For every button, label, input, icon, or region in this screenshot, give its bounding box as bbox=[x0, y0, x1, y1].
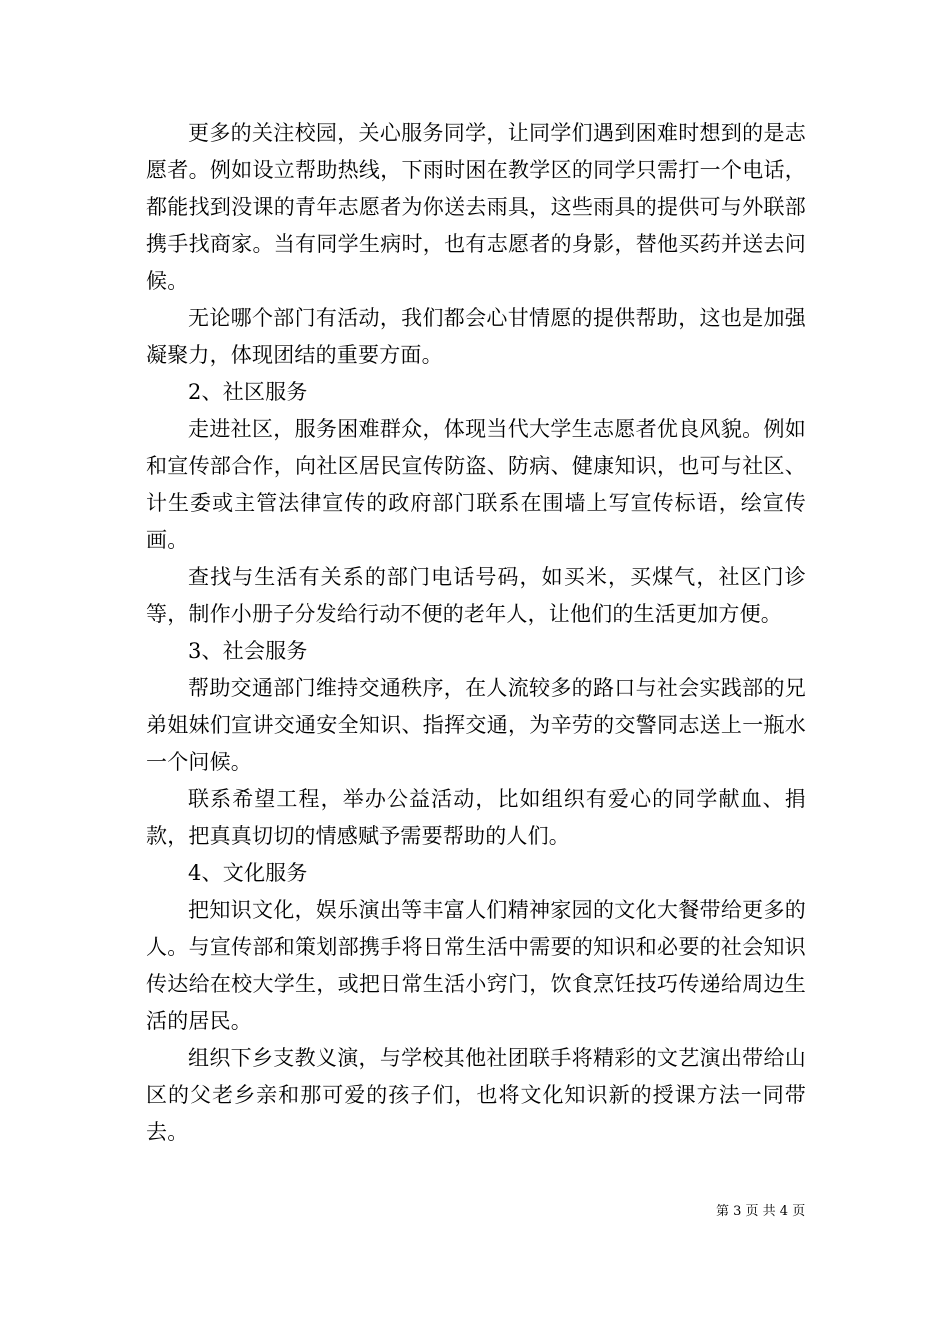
paragraph-department-support: 无论哪个部门有活动，我们都会心甘情愿的提供帮助，这也是加强凝聚力，体现团结的重要方面。 bbox=[146, 306, 806, 367]
paragraph-rural-teaching: 组织下乡支教义演，与学校其他社团联手将精彩的文艺演出带给山区的父老乡亲和那可爱的孩子们，也将文化知识新的授课方法一同带去。 bbox=[146, 1046, 806, 1144]
paragraph-community-outreach: 走进社区，服务困难群众，体现当代大学生志愿者优良风貌。例如和宣传部合作，向社区居民宣传防盗、防病、健康知识，也可与社区、计生委或主管法律宣传的政府部门联系在围墙上写宣传标语，绘宣传画。 bbox=[146, 417, 806, 552]
paragraph-cultural-feast: 把知识文化，娱乐演出等丰富人们精神家园的文化大餐带给更多的人。与宣传部和策划部携手将日常生活中需要的知识和必要的社会知识传达给在校大学生，或把日常生活小窍门，饮食烹饪技巧传递给周边生活的居民。 bbox=[146, 898, 806, 1033]
paragraph-phone-booklet: 查找与生活有关系的部门电话号码，如买米，买煤气，社区门诊等，制作小册子分发给行动不便的老年人，让他们的生活更加方便。 bbox=[146, 565, 806, 626]
paragraph-campus-service: 更多的关注校园，关心服务同学，让同学们遇到困难时想到的是志愿者。例如设立帮助热线，下雨时困在教学区的同学只需打一个电话，都能找到没课的青年志愿者为你送去雨具，这些雨具的提供可与外联部携手找商家。当有同学生病时，也有志愿者的身影，替他买药并送去问候。 bbox=[146, 121, 806, 293]
section-heading-community-service: 2、社区服务 bbox=[188, 380, 308, 404]
document-body bbox=[146, 115, 806, 1151]
page-number-footer: 第 3 页 共 4 页 bbox=[716, 1204, 806, 1219]
section-heading-social-service: 3、社会服务 bbox=[188, 639, 308, 663]
section-heading-cultural-service: 4、文化服务 bbox=[188, 861, 308, 885]
paragraph-traffic-help: 帮助交通部门维持交通秩序，在人流较多的路口与社会实践部的兄弟姐妹们宣讲交通安全知识、指挥交通，为辛劳的交警同志送上一瓶水一个问候。 bbox=[146, 676, 806, 774]
paragraph-hope-project: 联系希望工程，举办公益活动，比如组织有爱心的同学献血、捐款，把真真切切的情感赋予需要帮助的人们。 bbox=[146, 787, 806, 848]
